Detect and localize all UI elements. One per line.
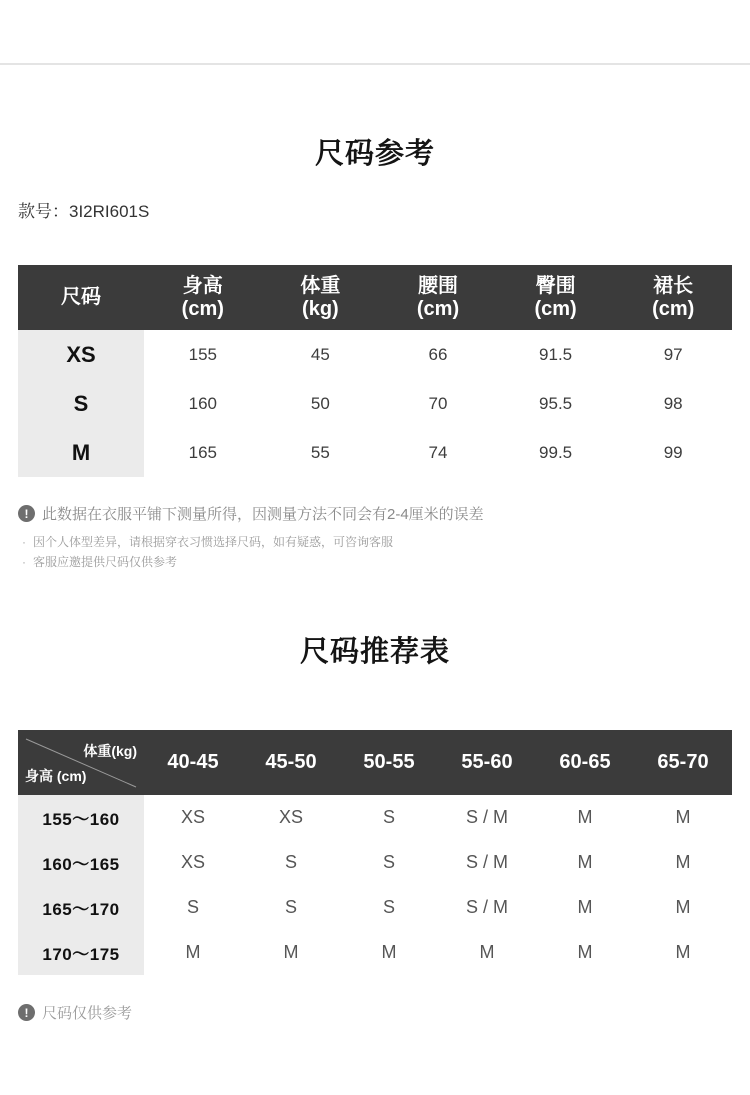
exclamation-icon: ! — [18, 505, 35, 522]
header-waist: 腰围 (cm) — [416, 274, 460, 320]
size-recommend-table — [18, 730, 732, 975]
style-number-line — [18, 197, 149, 222]
bullet-icon: · — [22, 555, 26, 569]
top-divider — [0, 63, 750, 65]
header-weight: 体重 (kg) — [300, 274, 341, 320]
size-measurement-table — [18, 265, 732, 477]
recommend-table-title: 尺码推荐表 — [299, 636, 450, 668]
table-row: 160～165 XS S S S / M M M — [18, 840, 732, 885]
size-table-body — [18, 330, 732, 477]
height-range-label: 170～175 — [18, 930, 144, 975]
height-range-label: 165～170 — [18, 885, 144, 930]
style-number-value: 3I2RI601S — [69, 202, 150, 221]
size-label: M — [18, 428, 144, 477]
measurement-note-text: 此数据在衣服平铺下测量所得，因测量方法不同会有2-4厘米的误差 — [42, 506, 484, 523]
footer-note — [18, 1002, 132, 1023]
table-row: 170～175 M M M M M M — [18, 930, 732, 975]
table-row: M 165 55 74 99.5 99 — [18, 428, 732, 477]
weight-col-header: 40-45 — [167, 751, 219, 773]
header-size: 尺码 — [61, 286, 101, 308]
header-hip: 臀围 (cm) — [534, 274, 577, 320]
weight-col-header: 65-70 — [657, 751, 709, 773]
size-label: S — [18, 379, 144, 428]
table-row: 155～160 XS XS S S / M M M — [18, 795, 732, 840]
size-table-header-row — [18, 265, 732, 330]
corner-height-label: 身高 (cm) — [25, 768, 87, 784]
header-height: 身高 (cm) — [181, 274, 224, 320]
measurement-note — [18, 503, 484, 524]
weight-col-header: 45-50 — [265, 751, 317, 773]
exclamation-icon: ! — [18, 1004, 35, 1021]
corner-weight-label: 体重(kg) — [83, 743, 137, 759]
weight-col-header: 55-60 — [461, 751, 513, 773]
size-label: XS — [18, 330, 144, 379]
table-row: 165～170 S S S S / M M M — [18, 885, 732, 930]
page-title: 尺码参考 — [314, 138, 435, 170]
weight-col-header: 50-55 — [363, 751, 415, 773]
style-number-label: 款号： — [18, 202, 69, 221]
bullet-icon: · — [22, 535, 26, 549]
weight-col-header: 60-65 — [559, 751, 611, 773]
secondary-notes — [22, 532, 393, 572]
list-item: · 因个人体型差异，请根据穿衣习惯选择尺码，如有疑惑，可咨询客服 — [22, 532, 393, 552]
corner-cell — [18, 730, 144, 795]
table-row: XS 155 45 66 91.5 97 — [18, 330, 732, 379]
table-row: S 160 50 70 95.5 98 — [18, 379, 732, 428]
height-range-label: 155～160 — [18, 795, 144, 840]
height-range-label: 160～165 — [18, 840, 144, 885]
footer-note-text: 尺码仅供参考 — [42, 1005, 133, 1022]
header-skirt-length: 裙长 (cm) — [652, 274, 695, 320]
list-item: · 客服应邀提供尺码仅供参考 — [22, 552, 393, 572]
recommend-table-body — [18, 795, 732, 975]
recommend-header-row — [18, 730, 732, 795]
